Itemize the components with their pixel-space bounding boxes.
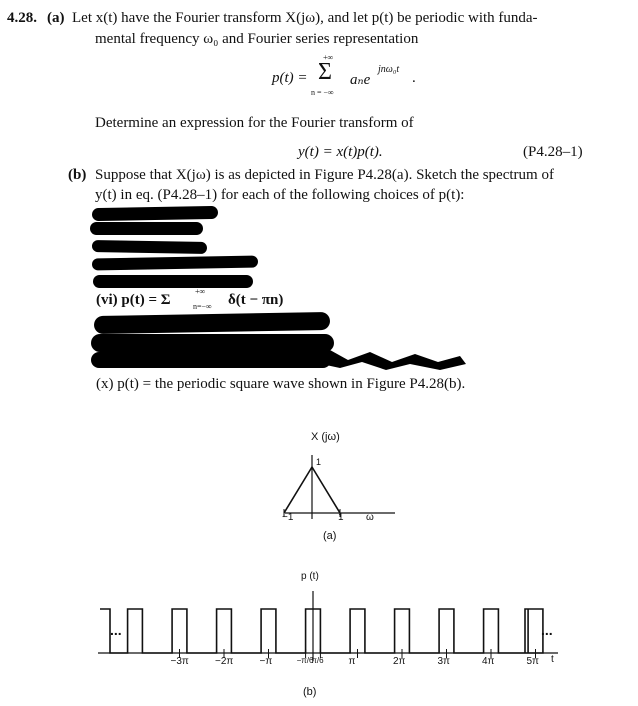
item-vi-bottom: n=−∞ <box>193 302 212 311</box>
tick-label: 5π <box>526 656 539 667</box>
tick-label: −π/6 <box>296 656 314 665</box>
tick-label: −3π <box>170 656 189 667</box>
figure-a-peak-label: 1 <box>316 457 322 467</box>
part-a-line1: Let x(t) have the Fourier transform X(jω), and let p(t) be periodic with funda- <box>72 10 538 26</box>
tick-label: −2π <box>215 656 234 667</box>
part-b-label: (b) <box>68 167 87 183</box>
yt-equation: y(t) = x(t)p(t). <box>298 144 383 160</box>
figure-a-caption: (a) <box>323 530 337 542</box>
fs-sum-top: +∞ <box>323 53 334 62</box>
figure-b-axis-label: t <box>551 654 554 665</box>
square-wave <box>100 609 543 653</box>
ellipsis-left: ... <box>110 622 122 638</box>
fs-sum-bottom: n = −∞ <box>311 88 334 97</box>
figure-a-title: X (jω) <box>311 431 340 443</box>
fs-term: aₙe <box>350 72 371 88</box>
redaction-bar <box>93 275 253 288</box>
redaction-bar <box>91 352 331 368</box>
figure-b-plot <box>0 585 638 665</box>
item-x: (x) p(t) = the periodic square wave shown in Figure P4.28(b). <box>96 376 466 392</box>
part-a-label: (a) <box>47 10 65 26</box>
part-a-line2: mental frequency ω₀ and Fourier series representation <box>95 31 419 47</box>
part-b-line1: Suppose that X(jω) is as depicted in Figure P4.28(a). Sketch the spectrum of <box>95 167 554 183</box>
part-b-line2: y(t) in eq. (P4.28–1) for each of the following choices of p(t): <box>95 187 465 203</box>
figure-b-title: p (t) <box>301 571 319 582</box>
figure-a-tick-left: −1 <box>282 512 294 523</box>
tick-label: π/6 <box>311 656 324 665</box>
tick-label: π <box>348 656 356 667</box>
fs-lhs: p(t) = <box>272 70 308 86</box>
tick-label: 2π <box>393 656 406 667</box>
redaction-scribble <box>300 340 470 380</box>
tick-label: 4π <box>482 656 495 667</box>
fs-sigma: Σ <box>318 59 332 85</box>
fs-exponent: jnω₀t <box>378 64 400 75</box>
redaction-bar <box>92 206 218 221</box>
figure-b-caption: (b) <box>303 686 317 698</box>
determine-text: Determine an expression for the Fourier transform of <box>95 115 414 131</box>
redaction-bar <box>92 240 207 254</box>
item-vi-top: +∞ <box>195 287 206 296</box>
equation-number: (P4.28–1) <box>523 144 583 160</box>
tick-label: 3π <box>437 656 450 667</box>
figure-a-axis-label: ω <box>366 512 374 523</box>
redaction-bar <box>91 334 334 352</box>
fs-end: . <box>412 70 416 86</box>
figure-a-tick-right: 1 <box>338 512 344 523</box>
redaction-bar <box>92 256 258 271</box>
ellipsis-right: ... <box>541 622 553 638</box>
tick-label: −π <box>259 656 273 667</box>
item-vi: (vi) p(t) = Σ <box>96 292 171 308</box>
item-vi-rest: δ(t − πn) <box>228 292 284 308</box>
redaction-bar <box>94 312 330 334</box>
problem-number: 4.28. <box>7 10 37 26</box>
redaction-bar <box>90 222 203 235</box>
